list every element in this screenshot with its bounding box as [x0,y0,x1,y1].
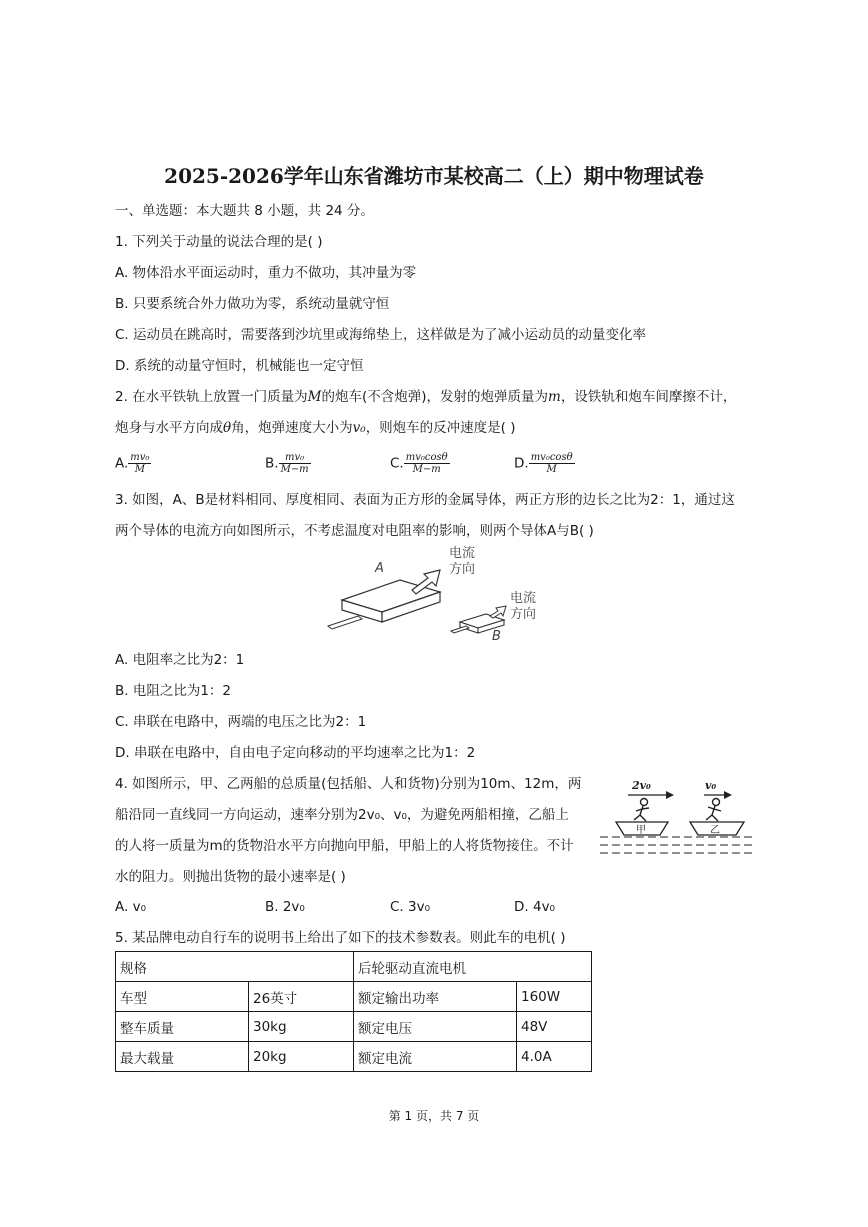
q4-option-c: C. 3v₀ [390,899,430,915]
page-footer: 第 1 页，共 7 页 [388,1109,480,1123]
numerator: mv₀cosθ [405,452,448,463]
table-cell: 额定电压 [354,1012,517,1042]
q2-text: ，则炮车的反冲速度是( ) [365,420,516,436]
q2-text: ，设铁轨和炮车间摩擦不计， [560,389,737,405]
q4-option-b: B. 2v₀ [265,899,305,915]
boat-label-2: 乙 [710,825,720,836]
option-label: C. [390,455,404,472]
q4-boats-figure [598,775,758,865]
q2-option-a [115,452,151,475]
q1-stem: 1. 下列关于动量的说法合理的是( ) [115,234,323,250]
q2-text: 的炮车(不含炮弹)，发射的炮弹质量为 [321,389,549,405]
table-cell: 30kg [249,1012,354,1042]
numerator: mv₀cosθ [530,452,573,463]
option-label: A. [115,455,129,472]
velocity-label-1: 2v₀ [632,779,651,792]
fraction [128,452,151,475]
q4-stem-line3: 的人将一质量为m的货物沿水平方向抛向甲船，甲船上的人将货物接住。不计 [115,838,574,854]
spec-table [115,951,592,1072]
table-row [116,1042,592,1072]
table-cell: 车型 [116,982,249,1012]
page-title: 2025-2026学年山东省潍坊市某校高二（上）期中物理试卷 [164,164,704,188]
q1-option-c: C. 运动员在跳高时，需要落到沙坑里或海绵垫上，这样做是为了减小运动员的动量变化率 [115,327,647,343]
q2-text: 2. 在水平铁轨上放置一门质量为 [115,389,308,405]
table-cell: 20kg [249,1042,354,1072]
current-direction-label-1: 电流 [449,546,476,561]
table-row [116,952,592,982]
denominator: M [546,464,557,475]
q4-option-a: A. v₀ [115,899,146,915]
current-direction-label-1: 方向 [449,562,476,577]
fraction [404,452,450,475]
q4-stem-line1: 4. 如图所示，甲、乙两船的总质量(包括船、人和货物)分别为10m、12m，两 [115,776,582,792]
fraction [279,452,311,475]
q3-option-d: D. 串联在电路中，自由电子定向移动的平均速率之比为1：2 [115,745,476,761]
q4-stem-line2: 船沿同一直线同一方向运动，速率分别为2v₀、v₀，为避免两船相撞，乙船上 [115,807,569,823]
q2-option-d [514,452,575,475]
q2-option-b [265,452,311,475]
table-row [116,1012,592,1042]
q4-option-d: D. 4v₀ [514,899,555,915]
table-cell: 额定电流 [354,1042,517,1072]
q2-var-m: m [548,389,561,405]
table-cell: 额定输出功率 [354,982,517,1012]
q2-text: 炮身与水平方向成 [115,420,223,436]
table-cell: 后轮驱动直流电机 [354,952,592,982]
boat-label-1: 甲 [636,825,646,836]
label-a: A [375,561,384,576]
table-cell: 规格 [116,952,354,982]
table-cell: 48V [517,1012,592,1042]
q1-option-a: A. 物体沿水平面运动时，重力不做功，其冲量为零 [115,265,417,281]
table-row [116,982,592,1012]
q3-conductor-figure [320,540,550,650]
q2-var-v0: v₀ [352,420,366,436]
denominator: M−m [412,464,441,475]
denominator: M [134,464,145,475]
table-cell: 26英寸 [249,982,354,1012]
q2-var-M: M [307,389,322,405]
fraction [529,452,575,475]
q3-option-b: B. 电阻之比为1：2 [115,683,232,699]
option-label: B. [265,455,279,472]
plate-a [328,570,440,629]
q4-stem-line4: 水的阻力。则抛出货物的最小速率是( ) [115,869,346,885]
q2-var-theta: θ [223,420,232,436]
water-lines [600,837,756,853]
option-label: D. [514,455,529,472]
label-b: B [492,629,501,644]
table-cell: 最大载量 [116,1042,249,1072]
current-direction-label-2: 方向 [510,607,537,622]
q2-stem-line1 [115,387,736,407]
table-cell: 整车质量 [116,1012,249,1042]
q2-option-c [390,452,450,475]
q1-option-b: B. 只要系统合外力做功为零，系统动量就守恒 [115,296,390,312]
table-cell: 4.0A [517,1042,592,1072]
section-heading: 一、单选题：本大题共 8 小题，共 24 分。 [115,203,374,219]
arrow-icon [628,791,732,799]
table-cell: 160W [517,982,592,1012]
q1-option-d: D. 系统的动量守恒时，机械能也一定守恒 [115,358,364,374]
q5-stem: 5. 某品牌电动自行车的说明书上给出了如下的技术参数表。则此车的电机( ) [115,930,566,946]
q2-text: 角，炮弹速度大小为 [231,420,353,436]
q3-stem-line1: 3. 如图，A、B是材料相同、厚度相同、表面为正方形的金属导体，两正方形的边长之比为2：1，通过这 [115,492,735,508]
q3-option-a: A. 电阻率之比为2：1 [115,652,245,668]
q3-option-c: C. 串联在电路中，两端的电压之比为2：1 [115,714,367,730]
q3-stem-line2: 两个导体的电流方向如图所示，不考虑温度对电阻率的影响，则两个导体A与B( ) [115,523,594,539]
denominator: M−m [280,464,309,475]
person-icon [634,799,721,822]
numerator: mv₀ [130,452,150,463]
q2-stem-line2 [115,418,516,438]
current-direction-label-2: 电流 [510,591,537,606]
numerator: mv₀ [279,452,311,464]
velocity-label-2: v₀ [705,779,717,792]
